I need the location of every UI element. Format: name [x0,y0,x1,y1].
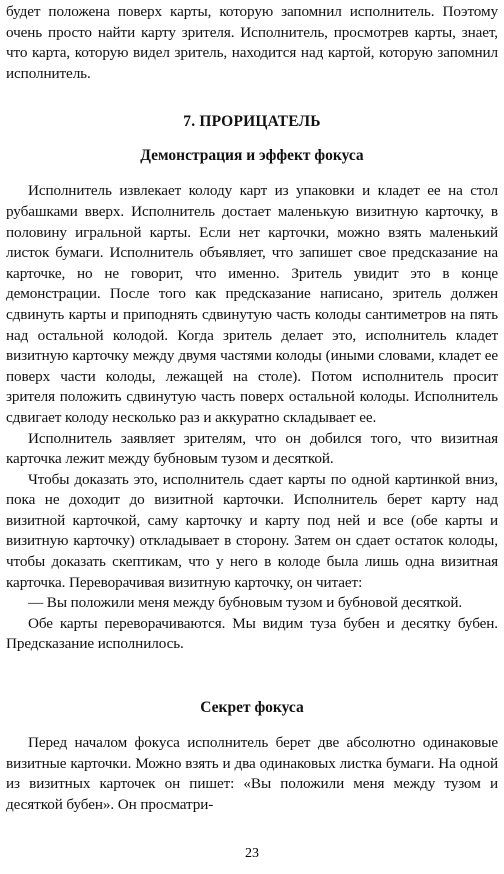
paragraph: Обе карты переворачиваются. Мы видим туза бубен и десятку бубен. Предсказание исполнилось. [6,614,498,653]
section-title-demonstration: Демонстрация и эффект фокуса [140,147,364,165]
chapter-title: 7. ПРОРИЦАТЕЛЬ [183,113,321,131]
paragraph: Исполнитель заявляет зрителям, что он добился того, что визитная карточка лежит между бубновым тузом и десяткой. [6,429,498,468]
section-title-secret: Секрет фокуса [200,699,304,717]
intro-paragraph: будет положена поверх карты, которую запомнил исполнитель. Поэтому очень просто найти карту зрителя. Исполнитель, просмотрев карты, знает, что карта, которую видел зритель, находится над картой, которую запомнил исполнитель. [6,3,498,82]
paragraph-quote: — Вы положили меня между бубновым тузом и бубновой десяткой. [28,594,463,612]
paragraph: Исполнитель извлекает колоду карт из упаковки и кладет ее на стол рубашками вверх. Исполнитель достает маленькую визитную карточку, в половину игральной карты. Если нет карточки, можно взять маленький листок бумаги. Исполнитель объявляет, что запишет свое предсказание на карточке, но не говорит, что именно. Зритель увидит это в конце демонстрации. После того как предсказание написано, зритель должен сдвинуть карты и приподнять сдвинутую часть колоды сантиметров на пять над остальной колодой. Когда зритель делает это, исполнитель кладет визитную карточку между двумя частями колоды (иными словами, кладет ее поверх части колоды, лежащей на столе). Потом исполнитель просит зрителя положить сдвинутую часть поверх остальной колоды. Исполнитель сдвигает колоду несколько раз и аккуратно складывает ее. [6,182,498,426]
page-number: 23 [245,846,259,861]
paragraph: Перед началом фокуса исполнитель берет две абсолютно одинаковые визитные карточки. Можно взять и два одинаковых листка бумаги. На одной из визитных карточек он пишет: «Вы положили меня между тузом и десяткой бубен». Он просматри- [6,734,498,813]
paragraph: Чтобы доказать это, исполнитель сдает карты по одной картинкой вниз, пока не доходит до визитной карточки. Исполнитель берет карту над визитной карточкой, саму карточку и карту под ней и все (обе карты и визитную карточку) откладывает в сторону. Затем он сдает остаток колоды, чтобы доказать скептикам, что у него в колоде была лишь одна визитная карточка. Переворачивая визитную карточку, он читает: [6,470,498,591]
